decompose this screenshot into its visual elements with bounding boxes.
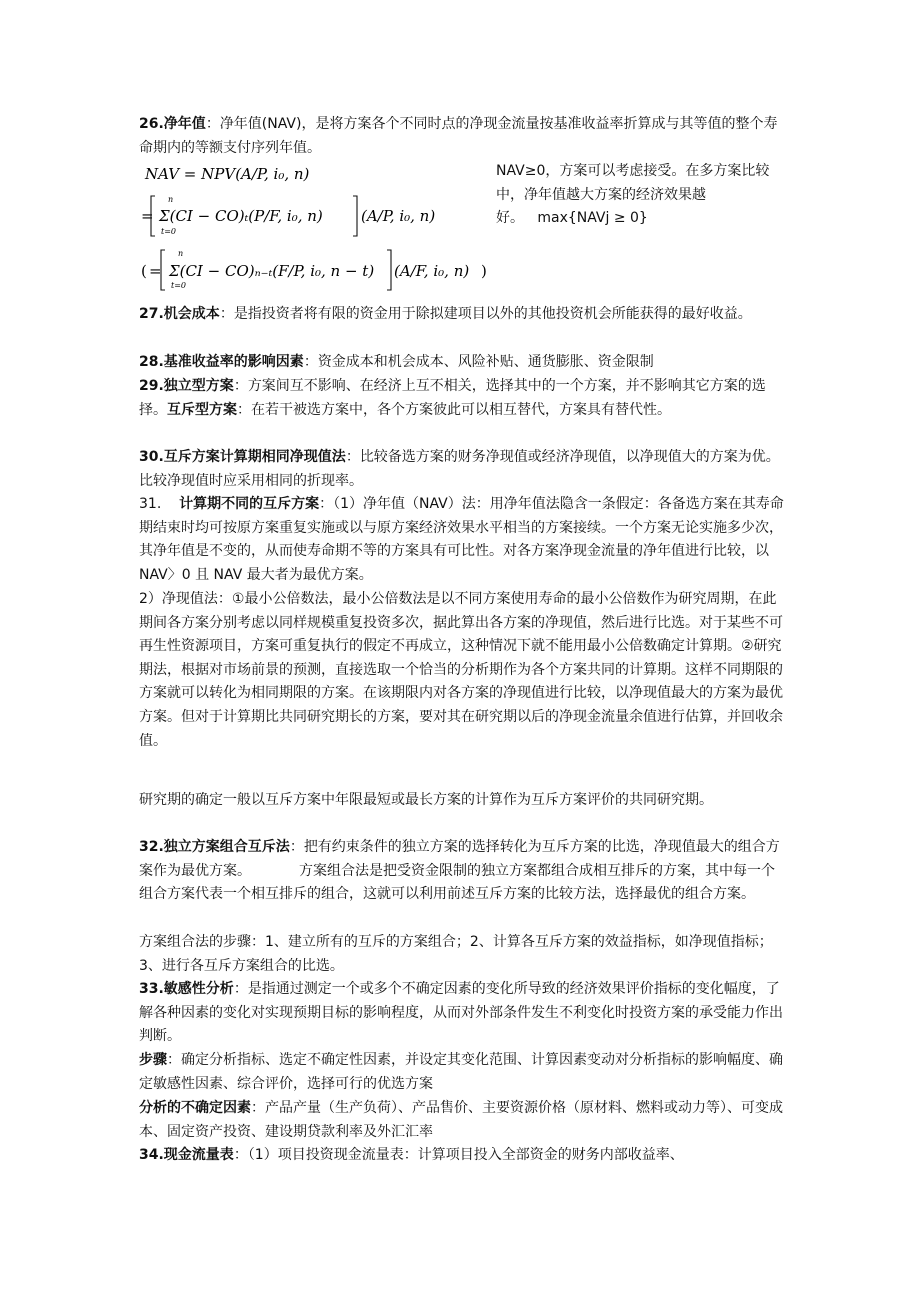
section-28-title: 28.基准收益率的影响因素: [139, 354, 304, 370]
section-33-factors: 分析的不确定因素：产品产量（生产负荷）、产品售价、主要资源价格（原材料、燃料或动力等）、可变成本、固定资产投资、建设期贷款利率及外汇汇率: [139, 1100, 783, 1140]
section-33-steps: 步骤：确定分析指标、选定不确定性因素，并设定其变化范围、计算因素变动对分析指标的影响幅度、确定敏感性因素、综合评价，选择可行的优选方案: [139, 1052, 783, 1092]
section-26-body: 净年值(NAV)，是将方案各个不同时点的净现金流量按基准收益率折算成与其等值的整个寿命期内的等额支付序列年值。: [139, 116, 778, 156]
section-30-body: 比较备选方案的财务净现值或经济净现值，以净现值大的方案为优。比较净现值时应采用相同的折现率。: [139, 449, 780, 489]
nav-max: max{NAVj ≥ 0}: [537, 210, 648, 227]
section-30-title: 30.互斥方案计算期相同净现值法: [139, 449, 346, 465]
sum-lower-1: t=0: [161, 227, 177, 236]
section-33-factors-title: 分析的不确定因素: [139, 1100, 251, 1116]
formula-line-1: NAV = NPV(A/P, i₀, n): [145, 165, 310, 183]
section-30: 30.互斥方案计算期相同净现值法：比较备选方案的财务净现值或经济净现值，以净现值大的方案为优。比较净现值时应采用相同的折现率。: [139, 449, 780, 489]
svg-text:): ): [481, 262, 487, 280]
section-29-title-2: 互斥型方案: [167, 401, 237, 418]
section-29-title: 29.独立型方案: [139, 378, 234, 394]
section-32-title: 32.独立方案组合互斥法: [139, 839, 290, 855]
section-33-body: 是指通过测定一个或多个不确定因素的变化所导致的经济效果评价指标的变化幅度，了解各种因素的变化对实现预期目标的影响程度，从而对外部条件发生不利变化时投资方案的承受能力作出判断。: [139, 981, 783, 1045]
sum-upper-2: n: [178, 249, 184, 258]
section-27-title: 27.机会成本: [139, 306, 220, 322]
formula-line-2-tail: (A/P, i₀, n): [361, 207, 436, 225]
section-34-title: 34.现金流量表: [139, 1147, 234, 1163]
sum-lower-2: t=0: [171, 281, 187, 290]
svg-text:(: (: [141, 262, 147, 280]
section-29-body-2: 在若干被选方案中，各个方案彼此可以相互替代，方案具有替代性。: [251, 401, 671, 418]
section-31-body: （1）净年值（NAV）法：用净年值法隐含一条假定：各备选方案在其寿命期结束时均可按原方案重复实施或以与原方案经济效果水平相当的方案接续。一个方案无论实施多少次，其净年值是不变的，从而使寿命期不等的方案具有可比性。对各方案净现金流量的净年值进行比较，以 NAV〉0 且 NAV 最大者为最优方案。: [139, 496, 784, 583]
section-32-body-2: 方案组合法是把受资金限制的独立方案都组合成相互排斥的方案，其中每一个组合方案代表一个相互排斥的组合，这就可以利用前述互斥方案的比较方法，选择最优的组合方案。: [139, 862, 775, 903]
svg-text:=: =: [141, 207, 154, 225]
section-31: 31. 计算期不同的互斥方案：（1）净年值（NAV）法：用净年值法隐含一条假定：各备选方案在其寿命期结束时均可按原方案重复实施或以与原方案经济效果水平相当的方案接续。一个方案无论实施多少次，其净年值是不变的，从而使寿命期不等的方案具有可比性。对各方案净现金流量的净年值进行比较，以 NAV〉0 且 NAV 最大者为最优方案。: [139, 496, 784, 583]
section-31-number: 31.: [139, 496, 162, 512]
section-33-steps-title: 步骤: [139, 1052, 167, 1068]
nav-formula: [139, 160, 489, 300]
section-34: 34.现金流量表：（1）项目投资现金流量表：计算项目投入全部资金的财务内部收益率、: [139, 1147, 684, 1163]
section-27: 27.机会成本：是指投资者将有限的资金用于除拟建项目以外的其他投资机会所能获得的最好收益。: [139, 306, 752, 322]
nav-note: [496, 160, 786, 231]
formula-line-3-tail: (A/F, i₀, n): [394, 262, 470, 280]
sum-upper-1: n: [168, 195, 174, 204]
section-27-body: 是指投资者将有限的资金用于除拟建项目以外的其他投资机会所能获得的最好收益。: [233, 306, 752, 322]
section-28: 28.基准收益率的影响因素：资金成本和机会成本、风险补贴、通货膨胀、资金限制: [139, 354, 654, 370]
section-33-steps-body: 确定分析指标、选定不确定性因素，并设定其变化范围、计算因素变动对分析指标的影响幅度、确定敏感性因素、综合评价，选择可行的优选方案: [139, 1052, 783, 1092]
section-29: 29.独立型方案：方案间互不影响、在经济上互不相关，选择其中的一个方案，并不影响其它方案的选择。互斥型方案：在若干被选方案中，各个方案彼此可以相互替代，方案具有替代性。: [139, 378, 766, 418]
section-33-title: 33.敏感性分析: [139, 981, 234, 997]
section-31-study-period: 研究期的确定一般以互斥方案中年限最短或最长方案的计算作为互斥方案评价的共同研究期。: [139, 792, 713, 808]
formula-line-2-sum: Σ(CI − CO)ₜ(P/F, i₀, n): [159, 207, 323, 225]
section-32: 32.独立方案组合互斥法：把有约束条件的独立方案的选择转化为互斥方案的比选，净现值最大的组合方案作为最优方案。 方案组合法是把受资金限制的独立方案都组合成相互排斥的方案，其中每一个组合方案代表一个相互排斥的组合，这就可以利用前述互斥方案的比较方法，选择最优的组合方案。: [139, 839, 780, 903]
nav-note-text: NAV≥0，方案可以考虑接受。在多方案比较中，净年值越大方案的经济效果越好。: [496, 163, 770, 227]
formula-line-3-sum: Σ(CI − CO)ₙ₋ₜ(F/P, i₀, n − t): [169, 262, 375, 280]
section-26-title: 26.净年值: [139, 116, 206, 132]
section-26: 26.净年值：净年值(NAV)，是将方案各个不同时点的净现金流量按基准收益率折算成与其等值的整个寿命期内的等额支付序列年值。: [139, 116, 778, 156]
section-32-steps: 方案组合法的步骤：1、建立所有的互斥的方案组合；2、计算各互斥方案的效益指标，如净现值指标；3、进行各互斥方案组合的比选。: [139, 934, 773, 974]
svg-text:=: =: [149, 262, 162, 280]
section-28-body: 资金成本和机会成本、风险补贴、通货膨胀、资金限制: [317, 354, 654, 370]
section-29-body: 方案间互不影响、在经济上互不相关，选择其中的一个方案，并不影响其它方案的选择。: [139, 378, 766, 418]
section-33: 33.敏感性分析：是指通过测定一个或多个不确定因素的变化所导致的经济效果评价指标的变化幅度，了解各种因素的变化对实现预期目标的影响程度，从而对外部条件发生不利变化时投资方案的承受能力作出判断。: [139, 981, 783, 1045]
section-33-factors-body: 产品产量（生产负荷）、产品售价、主要资源价格（原材料、燃料或动力等）、可变成本、固定资产投资、建设期贷款利率及外汇汇率: [139, 1100, 783, 1140]
section-31-npv-method: 2）净现值法：①最小公倍数法，最小公倍数法是以不同方案使用寿命的最小公倍数作为研究周期，在此期间各方案分别考虑以同样规模重复投资多次，据此算出各方案的净现值，然后进行比选。对于某些不可再生性资源项目，方案可重复执行的假定不再成立，这种情况下就不能用最小公倍数确定计算期。②研究期法，根据对市场前景的预测，直接选取一个恰当的分析期作为各个方案共同的计算期。这样不同期限的方案就可以转化为相同期限的方案。在该期限内对各方案的净现值进行比较，以净现值最大的方案为最优方案。但对于计算期比共同研究期长的方案，要对其在研究期以后的净现金流量余值进行估算，并回收余值。: [139, 591, 783, 749]
section-34-body: （1）项目投资现金流量表：计算项目投入全部资金的财务内部收益率、: [247, 1147, 684, 1163]
section-31-title: 计算期不同的互斥方案: [179, 496, 320, 512]
section-32-body: 把有约束条件的独立方案的选择转化为互斥方案的比选，净现值最大的组合方案作为最优方案。: [139, 839, 780, 879]
